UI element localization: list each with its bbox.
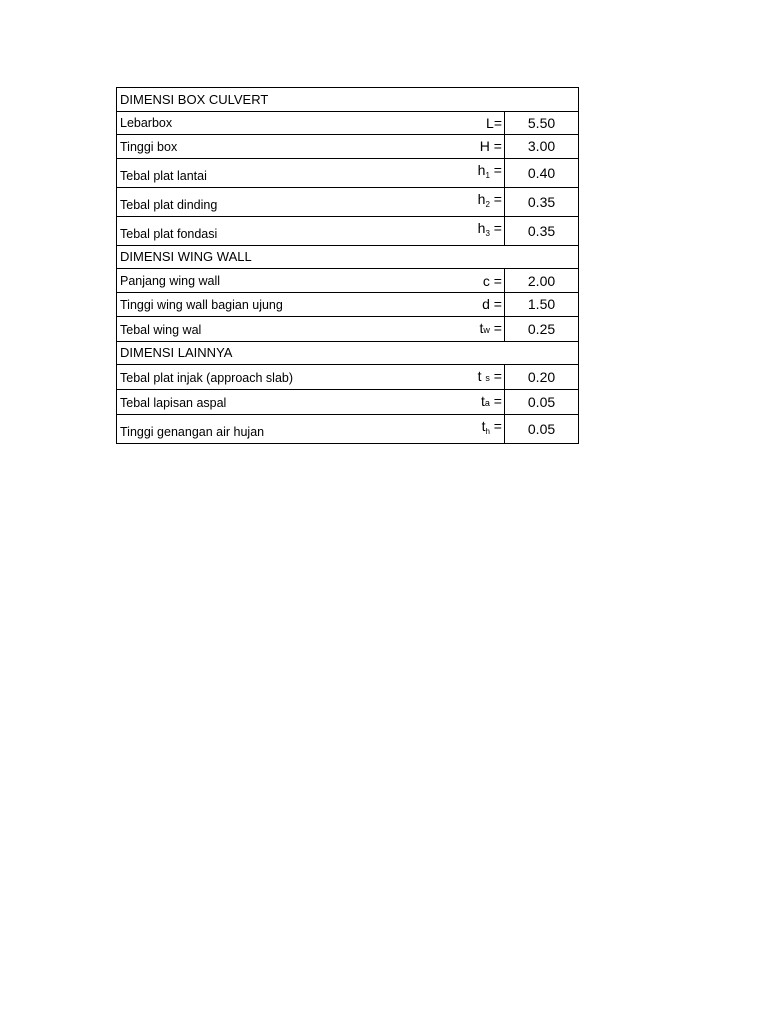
table-row <box>117 292 579 316</box>
table-row <box>117 158 579 187</box>
row-symbol: $h_1$ = <box>419 158 505 187</box>
row-symbol: $h_2$ = <box>419 187 505 216</box>
row-symbol: tw = <box>419 316 505 341</box>
row-value: 0.25 <box>505 316 579 341</box>
row-label: Tebal wing wal <box>117 316 419 341</box>
section-header-row <box>117 341 579 365</box>
row-label: Tebal plat injak (approach slab) <box>117 365 419 390</box>
section-header-row <box>117 88 579 112</box>
row-symbol: d = <box>419 292 505 316</box>
table-row <box>117 365 579 390</box>
row-symbol: t s = <box>419 365 505 390</box>
row-label: Panjang wing wall <box>117 269 419 293</box>
row-symbol: ta = <box>419 390 505 415</box>
row-symbol: $t_h$ = <box>419 415 505 444</box>
row-value: 0.05 <box>505 415 579 444</box>
table-row <box>117 111 579 135</box>
row-label: Tebal lapisan aspal <box>117 390 419 415</box>
section-title-wing-wall: DIMENSI WING WALL <box>117 245 579 269</box>
table-row <box>117 415 579 444</box>
row-value: 0.35 <box>505 187 579 216</box>
row-label: Tinggi box <box>117 135 419 159</box>
table-row <box>117 216 579 245</box>
row-label: Tinggi wing wall bagian ujung <box>117 292 419 316</box>
table-row <box>117 269 579 293</box>
row-value: 3.00 <box>505 135 579 159</box>
row-label: Tebal plat dinding <box>117 187 419 216</box>
section-title-box-culvert: DIMENSI BOX CULVERT <box>117 88 579 112</box>
table-row <box>117 187 579 216</box>
table-row <box>117 390 579 415</box>
table-row <box>117 135 579 159</box>
row-value: 0.20 <box>505 365 579 390</box>
row-symbol: $h_3$ = <box>419 216 505 245</box>
row-symbol: L= <box>419 111 505 135</box>
table-row <box>117 316 579 341</box>
row-label: Lebarbox <box>117 111 419 135</box>
row-symbol: c = <box>419 269 505 293</box>
row-value: 5.50 <box>505 111 579 135</box>
row-label: Tinggi genangan air hujan <box>117 415 419 444</box>
row-value: 2.00 <box>505 269 579 293</box>
row-value: 1.50 <box>505 292 579 316</box>
row-value: 0.05 <box>505 390 579 415</box>
row-value: 0.40 <box>505 158 579 187</box>
row-label: Tebal plat lantai <box>117 158 419 187</box>
dimension-table <box>116 87 579 444</box>
row-value: 0.35 <box>505 216 579 245</box>
row-symbol: H = <box>419 135 505 159</box>
row-label: Tebal plat fondasi <box>117 216 419 245</box>
section-header-row <box>117 245 579 269</box>
section-title-lainnya: DIMENSI LAINNYA <box>117 341 579 365</box>
